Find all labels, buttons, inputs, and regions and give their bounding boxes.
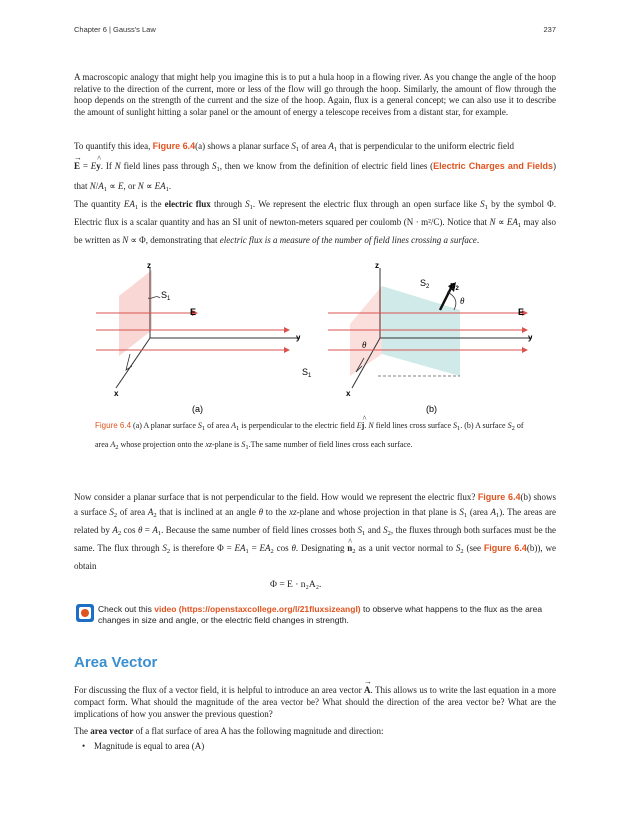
n2-label: $n_2$: [450, 280, 459, 292]
field-arrowhead: [284, 347, 290, 353]
figure-link[interactable]: Figure 6.4: [477, 492, 521, 502]
paragraph-area-vector-def: The area vector of a flat surface of area A has the following magnitude and direction:: [74, 726, 384, 736]
y-axis-label-a: y: [296, 333, 301, 342]
term-area-vector: area vector: [90, 726, 134, 736]
z-axis-label-a: z: [147, 261, 151, 270]
x-axis-label-a: x: [114, 389, 119, 398]
e-label-b: E: [518, 307, 525, 317]
paragraph-quantify: To quantify this idea, Figure 6.4(a) shows a planar surface $S_1$ of area $A_1$ that is perpendicular to the uniform electric field → E = E^ y. If N field lines pass through $S_1$, then we know from the definition of electric field lines (Electric Charges and Fields) that $N/A_1 \propto E$, or $N \propto EA_1$.: [74, 138, 556, 198]
term-electric-flux: electric flux: [164, 199, 211, 209]
flux-equation: Φ = E · n₂A₂.: [270, 580, 322, 590]
figure-caption-label: Figure 6.4: [95, 421, 132, 430]
chapter-link[interactable]: Electric Charges and Fields: [433, 161, 553, 171]
e-label-a: E: [190, 307, 197, 317]
paragraph-hula-hoop: A macroscopic analogy that might help you imagine this is to put a hula hoop in a flowing river. As you change the angle of the hoop relative to the direction of the current, more or less of the flow will go through the hoop. Similarly, the amount of flow through the hoop depends on the strength of the current and the size of the hoop. Again, flux is a general concept; we can also use it to describe the amount of sunlight hitting a solar panel or the amount of energy a telescope receives from a distant star, for example.: [74, 72, 556, 117]
paragraph-inclined-surface: Now consider a planar surface that is not perpendicular to the field. How would we represent the electric flux? Figure 6.4(b) shows a surface $S_2$ of area $A_2$ that is inclined at an angle θ to the xz-plane and whose projection in that plane is $S_1$ (area $A_1$). The areas are related by $A_2$ $\cos \theta = A_1$. Because the same number of field lines crosses both $S_1$ and $S_2$, the fluxes through both surfaces must be the same. The flux through $S_2$ is therefore $\Phi = EA_1 = EA_2$ cos θ. Designating ^ $n_2$ as a unit vector normal to $S_2$ (see Figure 6.4(b)), we obtain: [74, 490, 556, 574]
paragraph-electric-flux: The quantity $EA_1$ is the electric flux through $S_1$. We represent the electric flux through an open surface like $S_1$ by the symbol Φ. Electric flux is a scalar quantity and has an SI unit of newton-meters squared per coulomb (N · m²/C). Notice that $N \propto EA_1$ may also be written as N ∝ Φ, demonstrating that electric flux is a measure of the number of field lines crossing a surface.: [74, 199, 557, 245]
field-arrowhead: [284, 327, 290, 333]
video-callout: Check out this video (https://openstaxcollege.org/l/21fluxsizeangl) to observe what happens to the flux as the area changes in size and angle, or the electric field changes in strength.: [98, 604, 543, 625]
panel-label-b: (b): [426, 404, 437, 414]
figure-link[interactable]: Figure 6.4: [152, 141, 196, 151]
media-icon: [76, 604, 94, 622]
s1-label-b: $S_1$: [302, 367, 312, 379]
theta-label-bottom: θ: [362, 340, 367, 350]
s1-label-a: $S_1$: [161, 290, 171, 302]
video-link[interactable]: video (https://openstaxcollege.org/l/21fluxsizeangl): [154, 604, 361, 614]
s2-label: $S_2$: [420, 278, 430, 290]
figure-link[interactable]: Figure 6.4: [483, 543, 527, 553]
theta-label-top: θ: [460, 296, 465, 306]
section-title: Area Vector: [74, 654, 158, 671]
list-item: • Magnitude is equal to area (A): [94, 741, 204, 751]
running-header-chapter: Chapter 6 | Gauss's Law: [74, 25, 156, 34]
figure-diagram: [74, 258, 556, 418]
y-axis-label-b: y: [528, 333, 533, 342]
surface-s2: [382, 286, 460, 376]
paragraph-area-vector: For discussing the flux of a vector field, it is helpful to introduce an area vector → A. This allows us to write the last equation in a more compact form. What should the magnitude of the area vector be? What should the direction of the area vector be? What are the implications of how you answer the previous question?: [74, 684, 556, 720]
page-number: 237: [543, 25, 556, 34]
area-pointer-a: [126, 354, 132, 370]
field-arrowhead: [522, 347, 528, 353]
z-axis-label-b: z: [375, 261, 379, 270]
figure-6-4: [74, 258, 556, 418]
panel-label-a: (a): [192, 404, 203, 414]
figure-caption: Figure 6.4 (a) A planar surface $S_1$ of area $A_1$ is perpendicular to the electric field E^ j. N field lines cross surface $S_1$. (b) A surface $S_2$ of area $A_2$ whose projection onto the xz-plane is $S_1.The$ same number of field lines cross each surface.: [95, 418, 535, 455]
x-axis-label-b: x: [346, 389, 351, 398]
